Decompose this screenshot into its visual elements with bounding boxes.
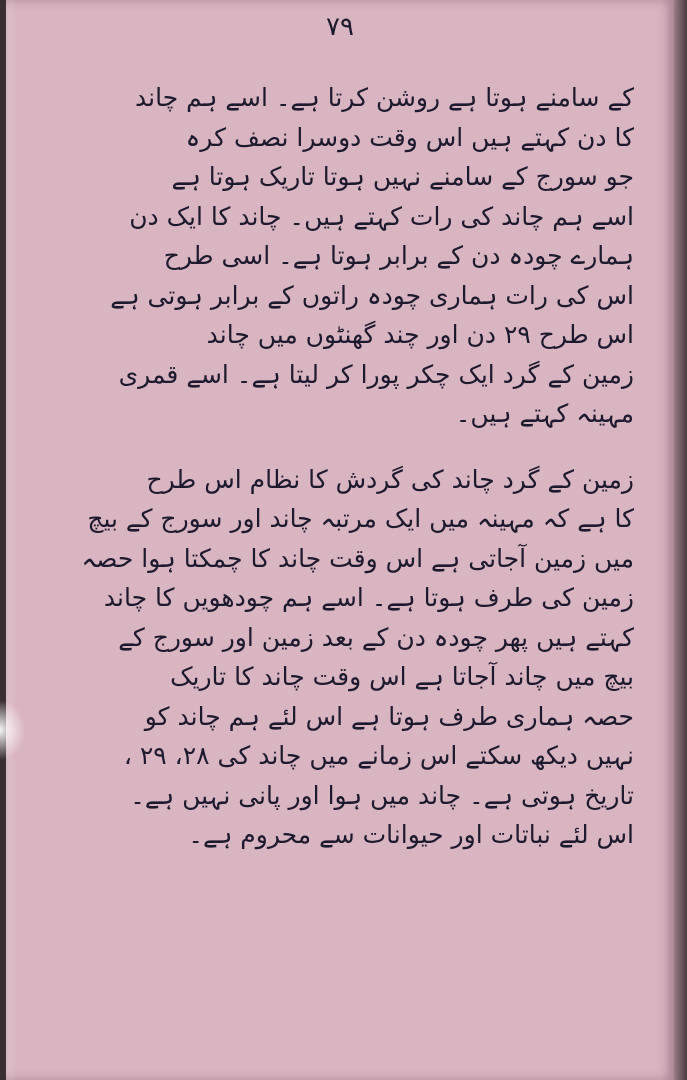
text-line: زمین کے گرد ایک چکر پورا کر لیتا ہے۔ اسے قمری (118, 359, 634, 389)
page-text (64, 78, 634, 855)
text-line: اس کی رات ہماری چودہ راتوں کے برابر ہوتی ہے (110, 280, 634, 310)
text-line: زمین کے گرد چاند کی گردش کا نظام اس طرح (146, 464, 634, 494)
page-edge-shadow (674, 0, 687, 1080)
text-line: اسے ہم چاند کی رات کہتے ہیں۔ چاند کا ایک دن (129, 201, 634, 231)
text-line: اس طرح ۲۹ دن اور چند گھنٹوں میں چاند (206, 320, 634, 349)
paragraph-2 (64, 460, 634, 855)
text-line: مہینہ کہتے ہیں۔ (455, 399, 634, 428)
book-page (6, 0, 674, 1080)
page-number: ۷۹ (326, 12, 354, 42)
text-line: حصہ ہماری طرف ہوتا ہے اس لئے ہم چاند کو (144, 701, 634, 731)
text-line: اس لئے نباتات اور حیوانات سے محروم ہے۔ (188, 820, 634, 849)
text-line: نہیں دیکھ سکتے اس زمانے میں چاند کی ۲۸، ۲۹ ، (123, 741, 634, 770)
text-line: کہتے ہیں پھر چودہ دن کے بعد زمین اور سورج کے (118, 622, 634, 652)
paragraph-1 (64, 78, 634, 434)
text-line: بیچ میں چاند آجاتا ہے اس وقت چاند کا تاریک (170, 662, 634, 691)
text-line: کا دن کہتے ہیں اس وقت دوسرا نصف کرہ (185, 122, 634, 152)
text-line: زمین کی طرف ہوتا ہے۔ اسے ہم چودھویں کا چاند (103, 583, 634, 612)
text-line: ہمارے چودہ دن کے برابر ہوتا ہے۔ اسی طرح (163, 241, 634, 270)
text-line: میں زمین آجاتی ہے اس وقت چاند کا چمکتا ہوا حصہ (81, 543, 634, 573)
text-line: جو سورج کے سامنے نہیں ہوتا تاریک ہوتا ہے (171, 162, 634, 191)
light-glare (0, 700, 26, 760)
text-line: کے سامنے ہوتا ہے روشن کرتا ہے۔ اسے ہم چاند (135, 83, 634, 112)
text-line: تاریخ ہوتی ہے۔ چاند میں ہوا اور پانی نہیں ہے۔ (130, 780, 634, 810)
paragraph-gap (64, 434, 634, 460)
text-line: کا ہے کہ مہینہ میں ایک مرتبہ چاند اور سورج کے بیچ (87, 504, 634, 533)
